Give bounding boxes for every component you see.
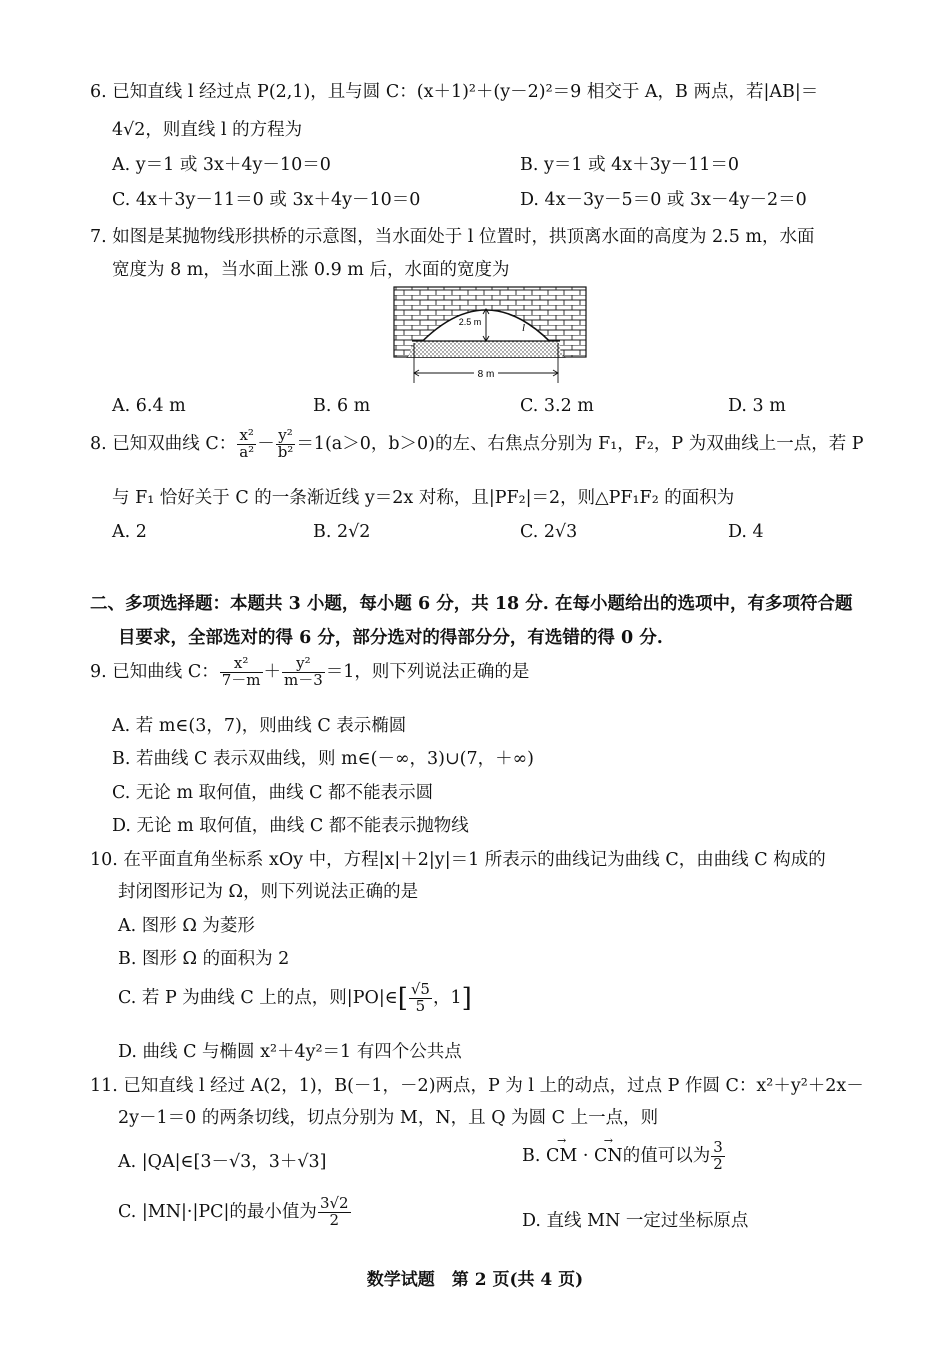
q9-option-b: B. 若曲线 C 表示双曲线，则 m∈(－∞，3)∪(7，＋∞) bbox=[112, 749, 535, 769]
q11-stem-line2: 2y－1＝0 的两条切线，切点分别为 M，N，且 Q 为圆 C 上一点，则 bbox=[118, 1108, 659, 1128]
q10-stem-line1: 10. 在平面直角坐标系 xOy 中，方程|x|＋2|y|＝1 所表示的曲线记为曲线 C，由曲线 C 构成的 bbox=[90, 850, 826, 870]
q8-option-c: C. 2√3 bbox=[520, 522, 578, 542]
section2-header-line2: 目要求，全部选对的得 6 分，部分选对的得部分分，有选错的得 0 分. bbox=[118, 628, 663, 648]
q8-fraction-y-den: b² bbox=[277, 442, 294, 461]
q11-c-fraction-den: 2 bbox=[329, 1210, 340, 1229]
q9-fraction-x bbox=[220, 656, 263, 689]
q8-minus: － bbox=[257, 433, 275, 454]
q8-stem-line2: 与 F₁ 恰好关于 C 的一条渐近线 y＝2x 对称，且|PF₂|＝2，则△PF₁F₂ 的面积为 bbox=[112, 488, 735, 508]
page-footer: 数学试题 第 2 页(共 4 页) bbox=[366, 1270, 584, 1290]
q6-option-b: B. y＝1 或 4x＋3y－11＝0 bbox=[520, 155, 740, 175]
q8-fraction-y bbox=[276, 428, 296, 461]
q11-b-fraction-num: 3 bbox=[713, 1138, 723, 1156]
water-line-label: l bbox=[522, 322, 526, 334]
q8-option-b: B. 2√2 bbox=[313, 522, 371, 542]
q11-dot: · bbox=[577, 1145, 595, 1166]
q8-fraction-y-num: y² bbox=[276, 428, 296, 445]
q7-option-b: B. 6 m bbox=[313, 396, 371, 416]
q11-option-b-pre: B. bbox=[522, 1145, 546, 1166]
q9-stem-pre: 9. 已知曲线 C： bbox=[90, 661, 219, 682]
q8-stem-line1 bbox=[90, 428, 864, 461]
q6-option-a: A. y＝1 或 3x＋4y－10＝0 bbox=[112, 155, 331, 175]
q8-option-a: A. 2 bbox=[112, 522, 147, 542]
arch-bridge-figure bbox=[392, 285, 588, 385]
q9-plus: ＋ bbox=[263, 661, 281, 682]
q11-option-a: A. |QA|∈[3－√3，3＋√3] bbox=[118, 1152, 327, 1172]
height-label: 2.5 m bbox=[458, 317, 482, 327]
q10-fraction-den: 5 bbox=[415, 996, 426, 1015]
q10-fraction bbox=[409, 982, 432, 1015]
q9-fraction-y-den: m－3 bbox=[284, 670, 323, 689]
q9-stem-post: ＝1，则下列说法正确的是 bbox=[325, 661, 530, 682]
water-body bbox=[408, 341, 564, 357]
q8-fraction-x-num: x² bbox=[237, 428, 256, 445]
q7-stem-line1: 7. 如图是某抛物线形拱桥的示意图，当水面处于 l 位置时，拱顶离水面的高度为 2.5 m，水面 bbox=[90, 227, 815, 247]
q8-option-d: D. 4 bbox=[728, 522, 764, 542]
q11-option-c bbox=[118, 1196, 352, 1229]
q7-option-a: A. 6.4 m bbox=[112, 396, 186, 416]
q9-fraction-y bbox=[282, 656, 325, 689]
q9-stem bbox=[90, 656, 529, 689]
vector-cn: → CN bbox=[594, 1146, 623, 1166]
q10-option-c bbox=[118, 982, 472, 1015]
q10-option-c-post: ，1 bbox=[432, 987, 462, 1008]
q10-option-b: B. 图形 Ω 的面积为 2 bbox=[118, 949, 290, 969]
q10-fraction-num: √5 bbox=[410, 980, 430, 998]
q11-c-fraction-num: 3√2 bbox=[319, 1194, 349, 1212]
q11-option-d: D. 直线 MN 一定过坐标原点 bbox=[522, 1211, 749, 1231]
section2-header-line1: 二、多项选择题：本题共 3 小题，每小题 6 分，共 18 分. 在每小题给出的选项中，有多项符合题 bbox=[90, 594, 853, 614]
q8-fraction-x-den: a² bbox=[239, 442, 255, 461]
q7-option-c: C. 3.2 m bbox=[520, 396, 594, 416]
q10-bracket-right: ] bbox=[461, 983, 472, 1014]
q8-stem-pre: 8. 已知双曲线 C： bbox=[90, 433, 237, 454]
q11-option-c-pre: C. |MN|·|PC|的最小值为 bbox=[118, 1201, 317, 1222]
q7-stem-line2: 宽度为 8 m，当水面上涨 0.9 m 后，水面的宽度为 bbox=[112, 260, 510, 280]
q9-fraction-y-num: y² bbox=[282, 656, 325, 673]
q6-option-c: C. 4x＋3y－11＝0 或 3x＋4y－10＝0 bbox=[112, 190, 421, 210]
q11-option-b bbox=[522, 1140, 726, 1173]
q6-stem-line2: 4√2，则直线 l 的方程为 bbox=[112, 120, 303, 140]
q11-c-fraction bbox=[318, 1196, 351, 1229]
q8-stem-post: ＝1(a＞0，b＞0)的左、右焦点分别为 F₁，F₂，P 为双曲线上一点，若 P bbox=[296, 433, 864, 454]
q11-b-fraction-den: 2 bbox=[713, 1154, 723, 1173]
q8-fraction-x bbox=[237, 428, 256, 461]
q9-option-a: A. 若 m∈(3，7)，则曲线 C 表示椭圆 bbox=[112, 716, 407, 736]
q7-option-d: D. 3 m bbox=[728, 396, 786, 416]
q11-option-b-mid: 的值可以为 bbox=[622, 1145, 711, 1166]
width-label: 8 m bbox=[477, 369, 495, 380]
q11-stem-line1: 11. 已知直线 l 经过 A(2，1)，B(－1，－2)两点，P 为 l 上的动点，过点 P 作圆 C：x²＋y²＋2x－ bbox=[90, 1076, 864, 1096]
q10-option-d: D. 曲线 C 与椭圆 x²＋4y²＝1 有四个公共点 bbox=[118, 1042, 462, 1062]
q10-option-c-pre: C. 若 P 为曲线 C 上的点，则|PO|∈ bbox=[118, 987, 398, 1008]
q10-stem-line2: 封闭图形记为 Ω，则下列说法正确的是 bbox=[118, 882, 419, 902]
q6-stem-line1: 6. 已知直线 l 经过点 P(2,1)，且与圆 C：(x＋1)²＋(y－2)²＝9 相交于 A，B 两点，若|AB|＝ bbox=[90, 82, 819, 102]
q11-b-fraction bbox=[711, 1140, 725, 1173]
q9-fraction-x-num: x² bbox=[220, 656, 263, 673]
q9-fraction-x-den: 7－m bbox=[221, 670, 261, 689]
q6-option-d: D. 4x－3y－5＝0 或 3x－4y－2＝0 bbox=[520, 190, 807, 210]
vector-cm: → CM bbox=[546, 1146, 577, 1166]
q9-option-c: C. 无论 m 取何值，曲线 C 都不能表示圆 bbox=[112, 783, 434, 803]
q10-option-a: A. 图形 Ω 为菱形 bbox=[118, 916, 255, 936]
q9-option-d: D. 无论 m 取何值，曲线 C 都不能表示抛物线 bbox=[112, 816, 469, 836]
q10-bracket-left: [ bbox=[397, 983, 408, 1014]
